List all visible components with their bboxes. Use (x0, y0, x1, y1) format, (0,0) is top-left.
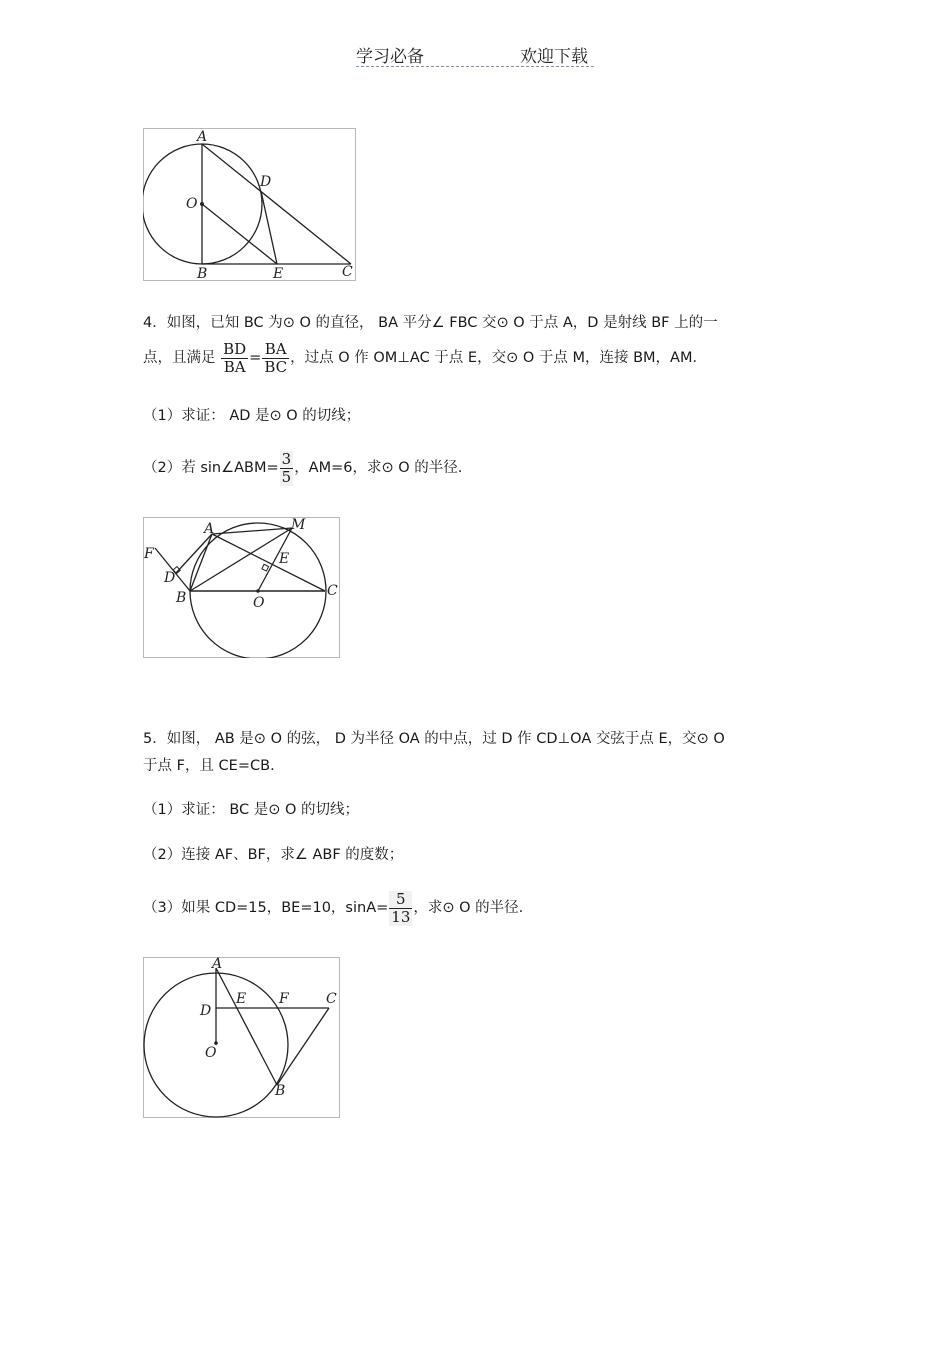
header-left: 学习必备 (356, 47, 424, 67)
figure-problem-3 (143, 128, 357, 281)
q5-part-2: （2）连接 AF、BF，求∠ ABF 的度数； (143, 847, 404, 863)
label-E: E (273, 266, 284, 281)
label-M: M (291, 517, 306, 533)
label-F: F (279, 991, 289, 1007)
fraction-5-13: $\frac{5}{13}$ (391, 889, 411, 926)
q4-part-2: （2）若 sin∠ABM= $\frac{3}{5}$ ，AM=6，求⊙ O 的半径. (143, 449, 463, 486)
label-A: A (197, 129, 208, 145)
label-F: F (144, 546, 154, 562)
q4-line-1: 4．如图，已知 BC 为⊙ O 的直径， BA 平分∠ FBC 交⊙ O 于点 A，D 是射线 BF 上的一 (143, 315, 718, 331)
q5-part-3: （3）如果 CD=15，BE=10，sinA= $\frac{5}{13}$ ，求⊙ O 的半径. (143, 889, 524, 926)
fraction-bd-ba: $\frac{BD}{BA}$ (223, 339, 247, 376)
label-O: O (205, 1045, 217, 1061)
label-O: O (186, 196, 198, 212)
label-D: D (164, 570, 176, 586)
label-D: D (260, 174, 272, 190)
q5-part-1: （1）求证： BC 是⊙ O 的切线； (143, 802, 360, 818)
label-D: D (200, 1003, 212, 1019)
label-C: C (326, 991, 337, 1007)
label-B: B (197, 266, 208, 281)
header-right: 欢迎下载 (520, 47, 588, 67)
label-A: A (212, 957, 223, 972)
label-A: A (204, 521, 215, 537)
label-C: C (342, 264, 353, 280)
label-B: B (275, 1083, 286, 1099)
figure-problem-5 (143, 957, 341, 1118)
fraction-3-5: $\frac{3}{5}$ (281, 449, 292, 486)
q4-line-2: 点，且满足 $\frac{BD}{BA}$ = $\frac{BA}{BC}$ ，过点 O 作 OM⊥AC 于点 E，交⊙ O 于点 M，连接 BM，AM． (143, 339, 707, 376)
q4-part-1: （1）求证： AD 是⊙ O 的切线； (143, 408, 361, 424)
q5-line-2: 于点 F，且 CE=CB. (143, 758, 275, 774)
label-E: E (279, 551, 290, 567)
page-header (356, 42, 594, 67)
q5-line-1: 5．如图， AB 是⊙ O 的弦， D 为半径 OA 的中点，过 D 作 CD⊥OA 交弦于点 E，交⊙ O (143, 731, 725, 747)
label-C: C (327, 583, 338, 599)
label-B: B (176, 590, 187, 606)
fraction-ba-bc: $\frac{BA}{BC}$ (264, 339, 288, 376)
figure-problem-4 (143, 517, 341, 658)
label-O: O (253, 595, 265, 611)
label-E: E (236, 991, 247, 1007)
